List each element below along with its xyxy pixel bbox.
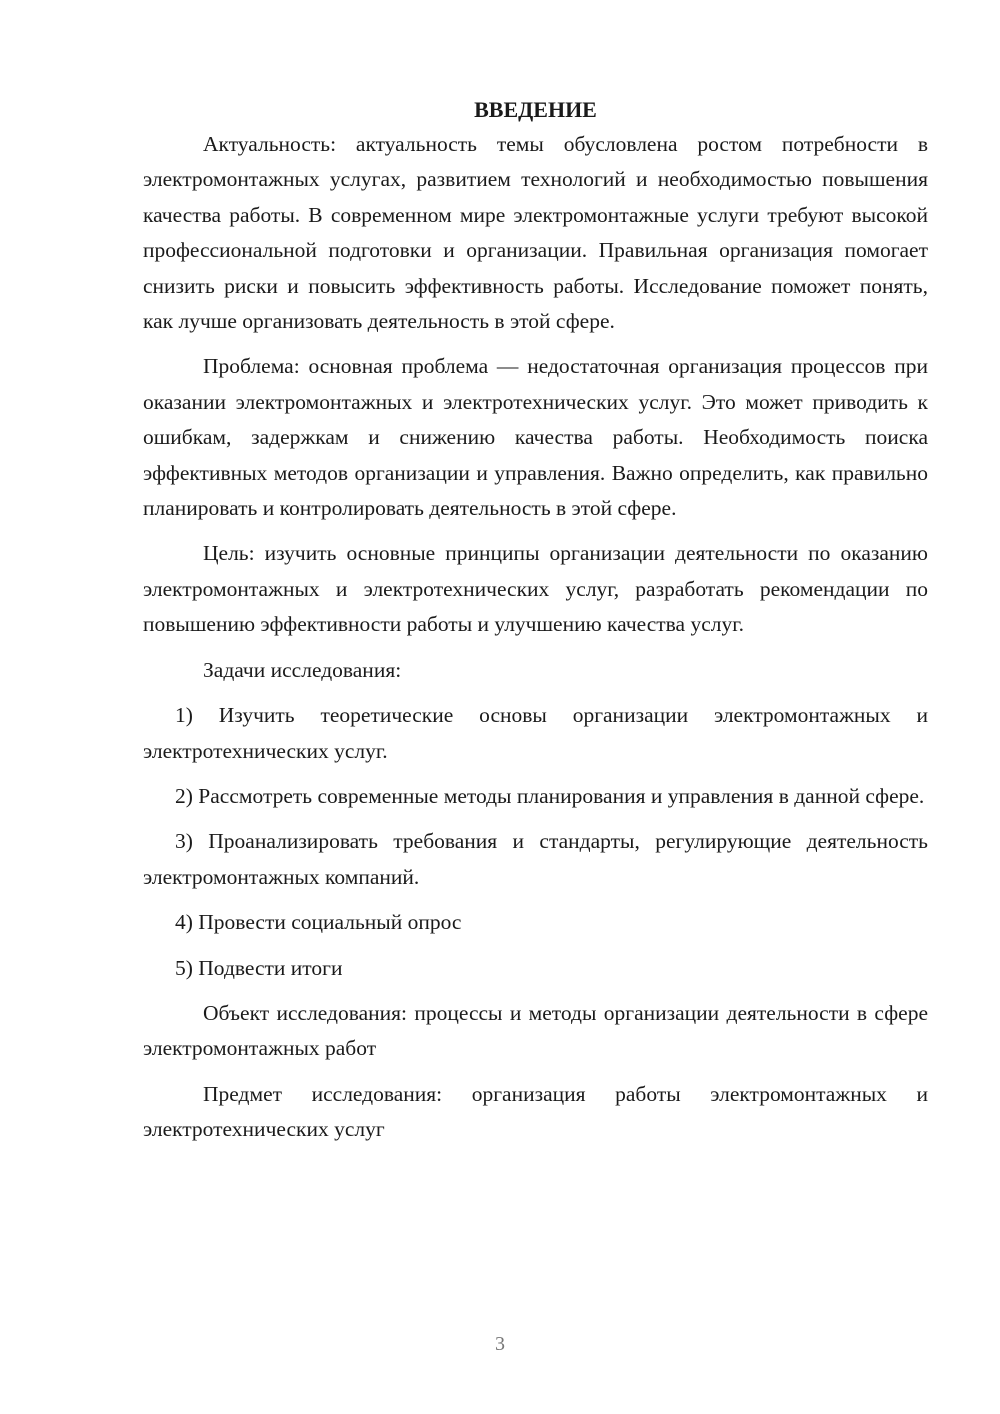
document-page: [143, 92, 928, 1158]
page-number: 3: [495, 1333, 505, 1355]
tasks-heading: Задачи исследования:: [203, 657, 402, 682]
object-paragraph: Объект исследования: процессы и методы организации деятельности в сфере электромонтажных работ: [143, 1000, 928, 1061]
relevance-paragraph: Актуальность: актуальность темы обусловлена ростом потребности в электромонтажных услугах, развитием технологий и необходимостью повышения качества работы. В современном мире электромонтажные услуги требуют высокой профессиональной подготовки и организации. Правильная организация помогает снизить риски и повысить эффективность работы. Исследование поможет понять, как лучше организовать деятельность в этой сфере.: [143, 132, 928, 334]
problem-paragraph: Проблема: основная проблема — недостаточная организация процессов при оказании электромонтажных и электротехнических услуг. Это может приводить к ошибкам, задержкам и снижению качества работы. Необходимость поиска эффективных методов организации и управления. Важно определить, как правильно планировать и контролировать деятельность в этой сфере.: [143, 354, 928, 521]
subject-paragraph: Предмет исследования: организация работы электромонтажных и электротехнических услуг: [143, 1081, 928, 1142]
page-title: ВВЕДЕНИЕ: [474, 97, 597, 122]
task-item-4: 4) Провести социальный опрос: [175, 910, 462, 935]
task-item-2: 2) Рассмотреть современные методы планирования и управления в данной сфере.: [175, 783, 925, 808]
task-item-1: 1) Изучить теоретические основы организации электромонтажных и электротехнических услуг.: [143, 703, 928, 763]
task-item-5: 5) Подвести итоги: [175, 955, 343, 980]
task-item-3: 3) Проанализировать требования и стандарты, регулирующие деятельность электромонтажных компаний.: [143, 829, 928, 889]
goal-paragraph: Цель: изучить основные принципы организации деятельности по оказанию электромонтажных и электротехнических услуг, разработать рекомендации по повышению эффективности работы и улучшению качества услуг.: [143, 541, 928, 637]
